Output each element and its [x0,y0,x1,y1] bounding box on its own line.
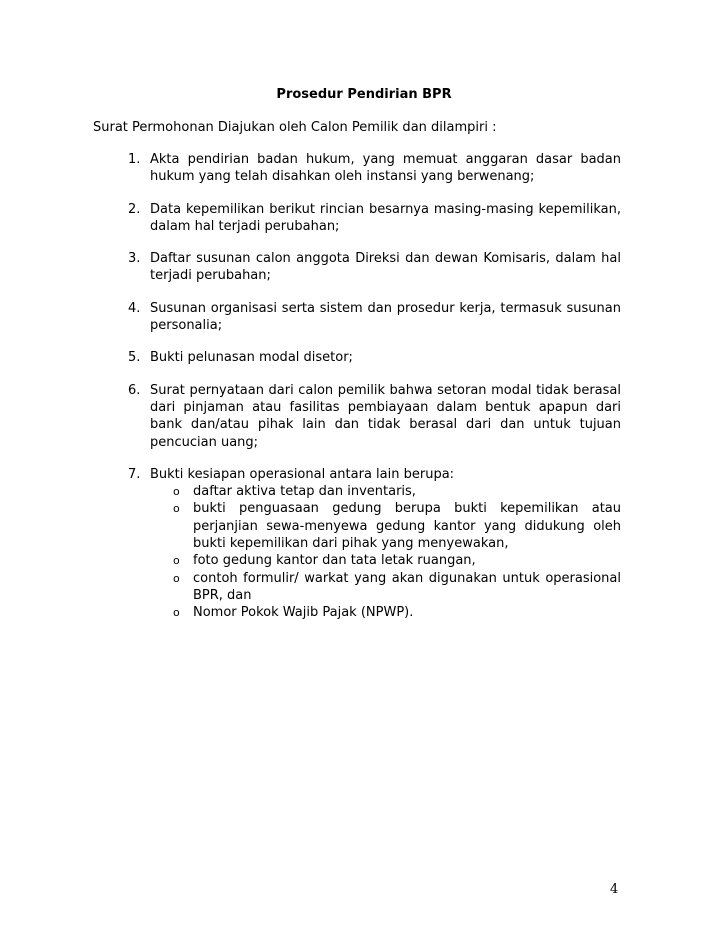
list-item-text: Bukti kesiapan operasional antara lain berupa: [150,466,455,482]
list-item-text: Susunan organisasi serta sistem dan prosedur kerja, termasuk susunan personalia; [150,300,621,334]
list-item [93,201,621,236]
list-item [93,300,621,335]
sublist-item [150,570,621,605]
circle-bullet-icon: o [173,571,180,585]
operational-readiness-sublist [150,483,621,621]
circle-bullet-icon: o [173,502,180,516]
list-item [93,250,621,285]
list-item-number: 3. [128,251,141,267]
sublist-item [150,604,621,621]
page-number: 4 [610,882,619,897]
list-item-text: Data kepemilikan berikut rincian besarnya masing-masing kepemilikan, dalam hal terjadi perubahan; [150,201,621,234]
circle-bullet-icon: o [173,606,180,620]
list-item-number: 1. [128,152,141,167]
list-item-number: 5. [128,350,141,366]
sublist-item-text: bukti penguasaan gedung berupa bukti kepemilikan atau perjanjian sewa-menyewa gedung kantor yang didukung oleh bukti kepemilikan dari pihak yang menyewakan, [193,501,621,552]
circle-bullet-icon: o [173,554,180,568]
list-item-text: Bukti pelunasan modal disetor; [150,350,353,366]
list-item-text: Akta pendirian badan hukum, yang memuat anggaran dasar badan hukum yang telah disahkan oleh instansi yang berwenang; [150,152,621,185]
sublist-item [150,500,621,552]
list-item-number: 4. [128,300,141,316]
sublist-item-text: Nomor Pokok Wajib Pajak (NPWP). [193,605,414,621]
list-item-text: Daftar susunan calon anggota Direksi dan dewan Komisaris, dalam hal terjadi perubahan; [150,251,621,284]
document-title: Prosedur Pendirian BPR [276,87,452,102]
intro-text: Surat Permohonan Diajukan oleh Calon Pemilik dan dilampiri : [93,120,497,135]
sublist-item [150,483,621,500]
sublist-item-text: foto gedung kantor dan tata letak ruangan, [193,553,476,569]
sublist-item-text: daftar aktiva tetap dan inventaris, [193,484,416,500]
sublist-item [150,552,621,569]
list-item-number: 7. [128,466,141,482]
list-item [93,151,621,186]
list-item-number: 6. [128,382,141,398]
sublist-item-text: contoh formulir/ warkat yang akan digunakan untuk operasional BPR, dan [193,570,621,603]
circle-bullet-icon: o [173,485,180,499]
list-item-number: 2. [128,201,141,217]
requirements-list [93,151,621,637]
list-item [93,382,621,451]
list-item [93,466,621,622]
list-item-text: Surat pernyataan dari calon pemilik bahwa setoran modal tidak berasal dari pinjaman atau fasilitas pembiayaan dalam bentuk apapun dari bank dan/atau pihak lain dan tidak berasal dari dan untuk tujuan pencucian uang; [150,382,621,450]
list-item [93,349,621,366]
